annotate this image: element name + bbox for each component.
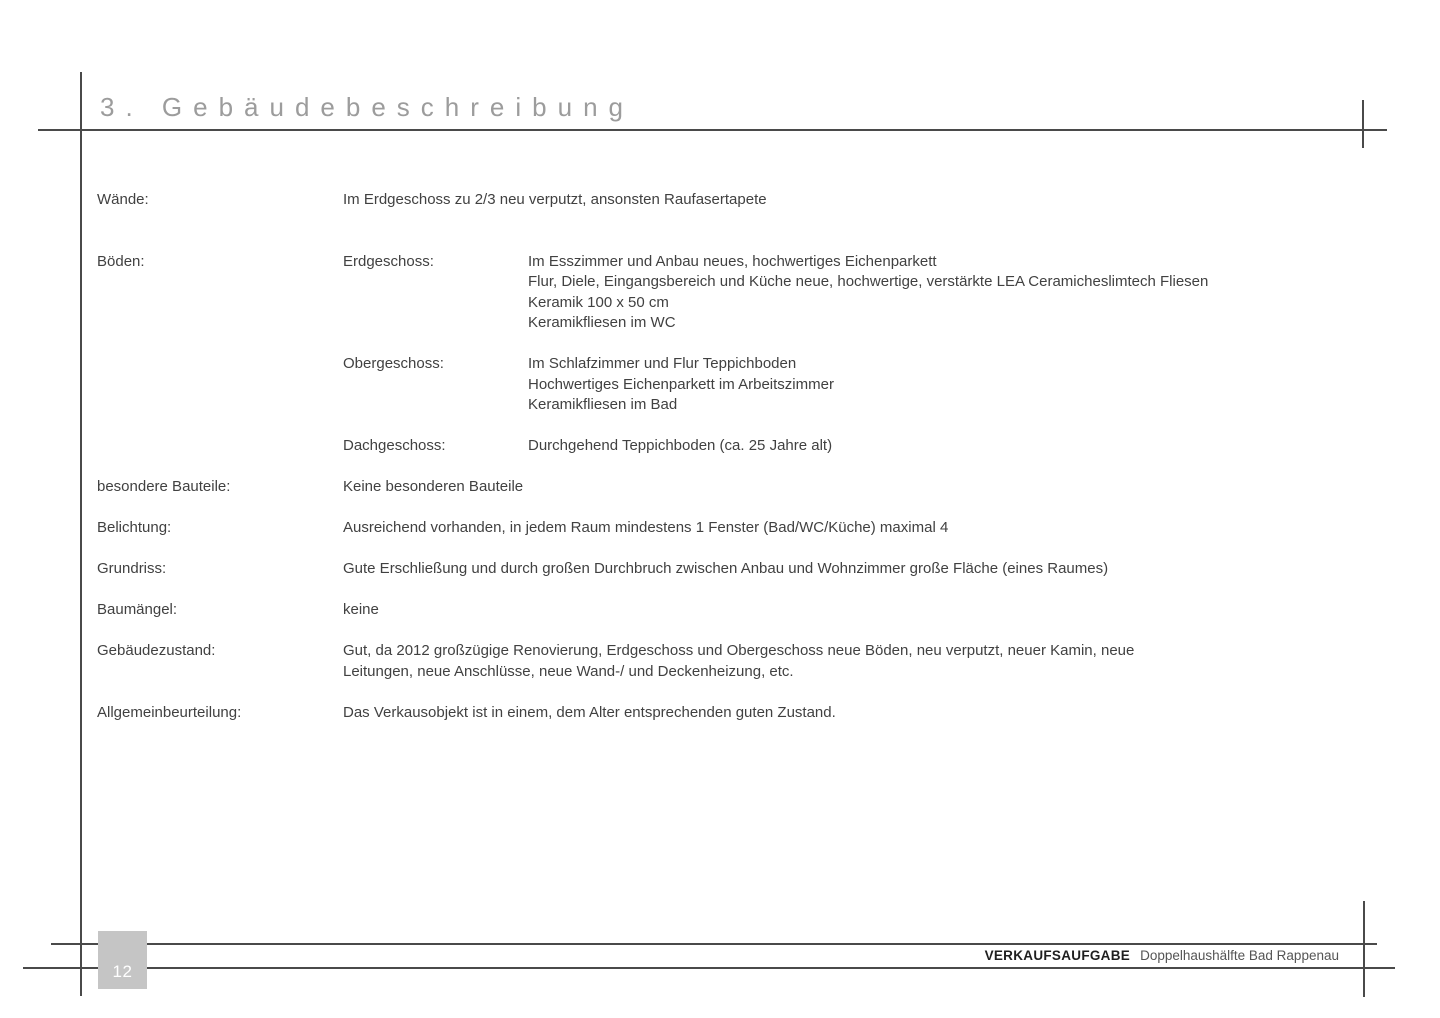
row-label: Gebäudezustand:: [97, 642, 216, 659]
footer-subtitle: Doppelhaushälfte Bad Rappenau: [1140, 948, 1339, 963]
page-number-box: [98, 931, 147, 989]
floor-value-line: Im Esszimmer und Anbau neues, hochwertiges Eichenparkett: [528, 252, 937, 270]
header-right-crop-mark: [1362, 100, 1364, 148]
page-title: 3. Gebäudebeschreibung: [100, 92, 635, 122]
row-label: Baumängel:: [97, 601, 178, 618]
row-label: Böden:: [97, 252, 145, 270]
row-besondere-bauteile: [97, 477, 1357, 498]
row-label: Wände:: [97, 191, 149, 208]
footer-right-crop-mark: [1363, 901, 1365, 997]
floor-value-line: Flur, Diele, Eingangsbereich und Küche neue, hochwertige, verstärkte LEA Ceramicheslimtech Fliesen: [528, 273, 1209, 290]
floor-group-obergeschoss: [343, 354, 1357, 416]
row-value: Im Erdgeschoss zu 2/3 neu verputzt, ansonsten Raufasertapete: [343, 191, 767, 208]
header-rule: [38, 129, 1387, 131]
floor-value-line: Keramikfliesen im Bad: [528, 396, 678, 413]
floor-group-erdgeschoss: [343, 252, 1357, 334]
row-value: Das Verkausobjekt ist in einem, dem Alter entsprechenden guten Zustand.: [343, 703, 836, 721]
left-margin-rule: [80, 72, 82, 996]
floor-label: Dachgeschoss:: [343, 437, 446, 454]
page-number: 12: [112, 962, 133, 981]
row-label: Grundriss:: [97, 560, 167, 577]
floor-value-line: Hochwertiges Eichenparkett im Arbeitszimmer: [528, 375, 834, 393]
row-label: besondere Bauteile:: [97, 478, 231, 495]
row-gebaeudezustand: [97, 641, 1357, 682]
floor-value-line: Keramikfliesen im WC: [528, 314, 676, 331]
row-allgemeinbeurteilung: [97, 703, 1357, 724]
row-value: Gute Erschließung und durch großen Durchbruch zwischen Anbau und Wohnzimmer große Fläche (eines Raumes): [343, 560, 1109, 577]
row-label: Belichtung:: [97, 519, 172, 536]
footer-rule-upper: [51, 943, 1377, 945]
row-value: Keine besonderen Bauteile: [343, 478, 524, 495]
floor-group-dachgeschoss: [343, 436, 1357, 457]
floor-value-line: Durchgehend Teppichboden (ca. 25 Jahre alt): [528, 437, 833, 454]
row-grundriss: [97, 559, 1357, 580]
row-waende: [97, 190, 1357, 211]
footer-rule-lower: [23, 967, 1395, 969]
row-value-line: Leitungen, neue Anschlüsse, neue Wand-/ und Deckenheizung, etc.: [343, 662, 794, 680]
row-label: Allgemeinbeurteilung:: [97, 703, 242, 721]
footer-brand: VERKAUFSAUFGABE: [984, 948, 1131, 963]
row-value: keine: [343, 601, 379, 618]
row-baumaengel: [97, 600, 1357, 621]
floor-label: Obergeschoss:: [343, 355, 444, 372]
row-boeden: [97, 252, 1357, 457]
row-value: Ausreichend vorhanden, in jedem Raum mindestens 1 Fenster (Bad/WC/Küche) maximal 4: [343, 519, 949, 536]
floor-value-line: Keramik 100 x 50 cm: [528, 293, 669, 311]
row-belichtung: [97, 518, 1357, 539]
row-value-line: Gut, da 2012 großzügige Renovierung, Erdgeschoss und Obergeschoss neue Böden, neu verputzt, neuer Kamin, neue: [343, 642, 1135, 659]
footer: [979, 948, 1345, 963]
building-description-table: [97, 190, 1357, 744]
floor-value-line: Im Schlafzimmer und Flur Teppichboden: [528, 355, 797, 372]
floor-label: Erdgeschoss:: [343, 252, 434, 270]
